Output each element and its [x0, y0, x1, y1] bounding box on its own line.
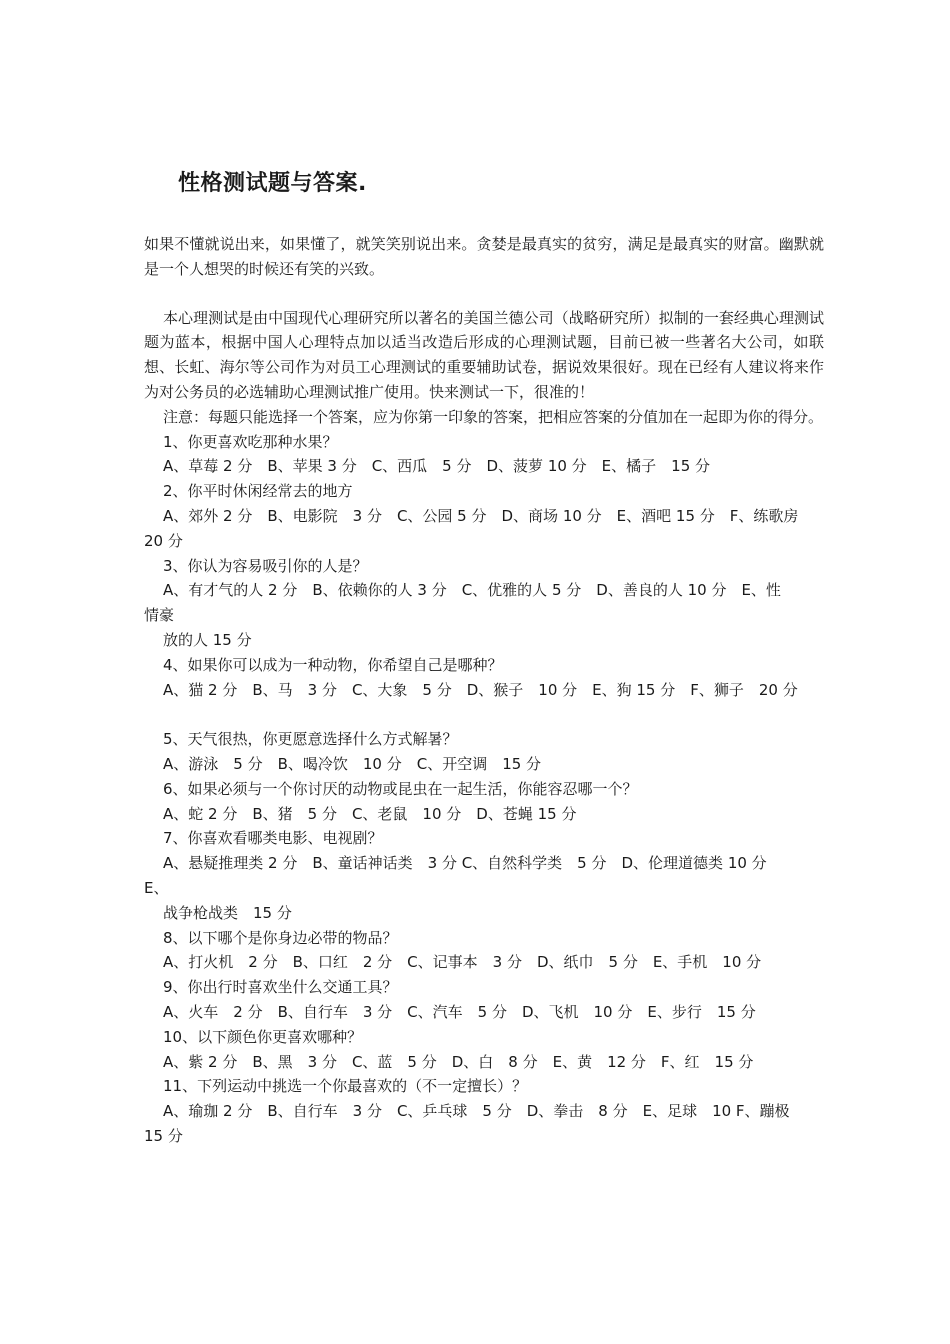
answers-3-continued-2: 放的人 15 分 — [163, 630, 252, 649]
question-3: 3、你认为容易吸引你的人是？ — [163, 556, 368, 575]
question-2: 2、你平时休闲经常去的地方 — [163, 482, 353, 501]
paragraph-gap — [144, 282, 824, 306]
intro-paragraph-1: 如果不懂就说出来，如果懂了，就笑笑别说出来。贪婪是最真实的贫穷，满足是最真实的财富。幽默就是一个人想哭的时候还有笑的兴致。 — [144, 235, 824, 278]
document-body — [144, 232, 824, 1149]
answers-11-continued: 15 分 — [144, 1126, 183, 1145]
question-1: 1、你更喜欢吃那种水果？ — [163, 432, 338, 451]
question-11: 11、下列运动中挑选一个你最喜欢的（不一定擅长）？ — [163, 1077, 528, 1096]
notice-paragraph: 注意：每题只能选择一个答案，应为你第一印象的答案，把相应答案的分值加在一起即为你的得分。 — [163, 407, 824, 426]
answers-8: A、打火机 2 分 B、口红 2 分 C、记事本 3 分 D、纸巾 5 分 E、手机 10 分 — [163, 953, 762, 972]
intro-paragraph-2: 本心理测试是由中国现代心理研究所以著名的美国兰德公司（战略研究所）拟制的一套经典心理测试题为蓝本，根据中国人心理特点加以适当改造后形成的心理测试题，目前已被一些著名大公司，如联想、长虹、海尔等公司作为对员工心理测试的重要辅助试卷，据说效果很好。现在已经有人建议将来作为对公务员的必选辅助心理测试推广使用。快来测试一下，很准的！ — [144, 308, 824, 401]
document-title: 性格测试题与答案. — [178, 171, 367, 196]
answers-5: A、游泳 5 分 B、喝冷饮 10 分 C、开空调 15 分 — [163, 754, 542, 773]
answers-9: A、火车 2 分 B、自行车 3 分 C、汽车 5 分 D、飞机 10 分 E、步行 15 分 — [163, 1002, 756, 1021]
question-7: 7、你喜欢看哪类电影、电视剧？ — [163, 829, 383, 848]
question-9: 9、你出行时喜欢坐什么交通工具？ — [163, 978, 398, 997]
answers-7-continued: E、 — [144, 878, 169, 897]
answers-2-continued: 20 分 — [144, 531, 183, 550]
question-10: 10、以下颜色你更喜欢哪种？ — [163, 1027, 363, 1046]
question-5: 5、天气很热，你更愿意选择什么方式解暑？ — [163, 730, 458, 749]
blank-line — [144, 702, 824, 727]
answers-3-continued: 情豪 — [144, 606, 175, 625]
answers-6: A、蛇 2 分 B、猪 5 分 C、老鼠 10 分 D、苍蝇 15 分 — [163, 804, 577, 823]
question-6: 6、如果必须与一个你讨厌的动物或昆虫在一起生活，你能容忍哪一个？ — [163, 779, 638, 798]
answers-2: A、郊外 2 分 B、电影院 3 分 C、公园 5 分 D、商场 10 分 E、酒吧 15 分 F、练歌房 — [163, 506, 799, 525]
answers-10: A、紫 2 分 B、黑 3 分 C、蓝 5 分 D、白 8 分 E、黄 12 分 F、红 15 分 — [163, 1052, 754, 1071]
question-8: 8、以下哪个是你身边必带的物品？ — [163, 928, 398, 947]
answers-7: A、悬疑推理类 2 分 B、童话神话类 3 分 C、自然科学类 5 分 D、伦理道德类 10 分 — [163, 854, 767, 873]
answers-3: A、有才气的人 2 分 B、依赖你的人 3 分 C、优雅的人 5 分 D、善良的人 10 分 E、性 — [163, 581, 781, 600]
answers-4: A、猫 2 分 B、马 3 分 C、大象 5 分 D、猴子 10 分 E、狗 15 分 F、狮子 20 分 — [163, 680, 798, 699]
answers-7-continued-2: 战争枪战类 15 分 — [163, 903, 292, 922]
question-4: 4、如果你可以成为一种动物，你希望自己是哪种？ — [163, 655, 503, 674]
answers-1: A、草莓 2 分 B、苹果 3 分 C、西瓜 5 分 D、菠萝 10 分 E、橘子 15 分 — [163, 457, 711, 476]
answers-11: A、瑜珈 2 分 B、自行车 3 分 C、乒乓球 5 分 D、拳击 8 分 E、足球 10 F、蹦极 — [163, 1102, 790, 1121]
